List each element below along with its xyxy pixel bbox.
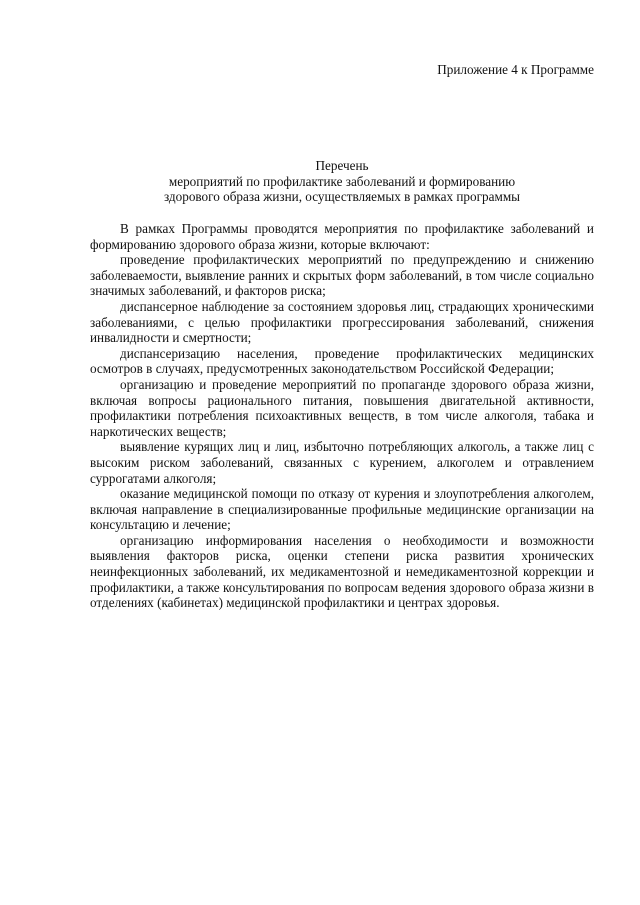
document-title <box>90 158 594 205</box>
intro-paragraph: В рамках Программы проводятся мероприятия по профилактике заболеваний и формированию здорового образа жизни, которые включают: <box>90 221 594 252</box>
title-line-3: здорового образа жизни, осуществляемых в рамках программы <box>163 189 521 205</box>
list-item: организацию информирования населения о необходимости и возможности выявления факторов риска, оценки степени риска развития хронических неинфекционных заболеваний, их медикаментозной и немедикаментозной коррекции и профилактики, а также консультирования по вопросам ведения здорового образа жизни в отделениях (кабинетах) медицинской профилактики и центрах здоровья. <box>90 532 594 611</box>
list-item: оказание медицинской помощи по отказу от курения и злоупотребления алкоголем, включая направление в специализированные профильные медицинские организации на консультацию и лечение; <box>90 486 594 533</box>
document-body <box>90 221 594 611</box>
title-line-1: Перечень <box>315 158 369 173</box>
title-line-2: мероприятий по профилактике заболеваний и формированию <box>168 173 516 189</box>
list-item: диспансерное наблюдение за состоянием здоровья лиц, страдающих хроническими заболеваниями, с целью профилактики прогрессирования заболеваний, снижения инвалидности и смертности; <box>90 298 594 346</box>
list-item: выявление курящих лиц и лиц, избыточно потребляющих алкоголь, а также лиц с высоким риском заболеваний, связанных с курением, алкоголем и отравлением суррогатами алкоголя; <box>90 439 594 486</box>
list-item: проведение профилактических мероприятий по предупреждению и снижению заболеваемости, выявление ранних и скрытых форм заболеваний, в том числе социально значимых заболеваний, и факторов риска; <box>90 252 594 299</box>
appendix-reference: Приложение 4 к Программе <box>437 62 594 77</box>
list-item: организацию и проведение мероприятий по пропаганде здорового образа жизни, включая вопросы рационального питания, повышения двигательной активности, профилактики потребления психоактивных веществ, в том числе алкоголя, табака и наркотических веществ; <box>90 376 594 439</box>
list-item: диспансеризацию населения, проведение профилактических медицинских осмотров в случаях, предусмотренных законодательством Российской Федерации; <box>90 345 594 377</box>
